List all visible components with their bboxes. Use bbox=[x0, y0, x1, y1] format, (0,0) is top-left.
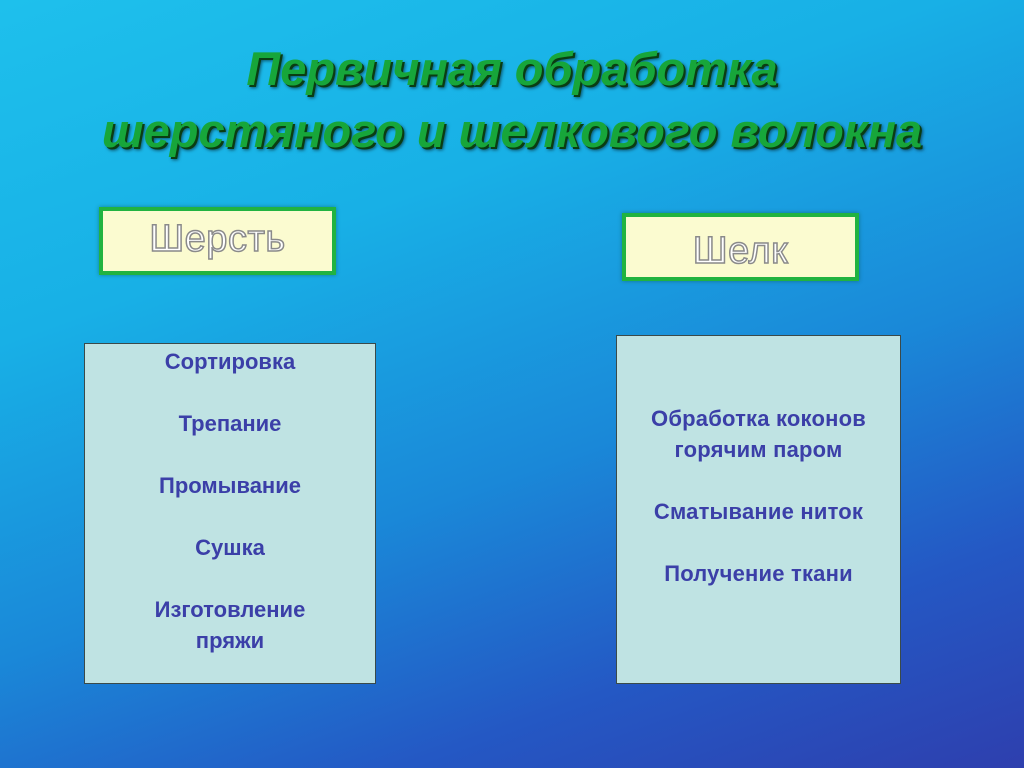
wool-step-yarn-making: Изготовление пряжи bbox=[154, 597, 306, 653]
silk-steps-panel bbox=[616, 335, 901, 684]
wool-step-sorting: Сортировка bbox=[164, 349, 296, 374]
wool-category-label: Шерсть bbox=[149, 218, 286, 260]
wool-step-scutching: Трепание bbox=[178, 411, 282, 436]
slide-title-line-1: Первичная обработка bbox=[246, 42, 778, 95]
wool-step-washing: Промывание bbox=[159, 473, 301, 498]
silk-step-getting-fabric: Получение ткани bbox=[664, 561, 853, 586]
slide-title-line-2: шерстяного и шелкового волокна bbox=[101, 104, 923, 157]
silk-step-steaming-cocoons: Обработка коконов горячим паром bbox=[651, 406, 866, 462]
silk-category-label: Шелк bbox=[692, 230, 789, 272]
wool-step-drying: Сушка bbox=[195, 535, 265, 560]
silk-step-reeling-threads: Сматывание ниток bbox=[653, 499, 864, 524]
wool-steps-panel bbox=[84, 343, 376, 684]
silk-category-box bbox=[622, 213, 859, 281]
wool-category-box bbox=[99, 207, 336, 275]
slide-title bbox=[0, 38, 1024, 162]
